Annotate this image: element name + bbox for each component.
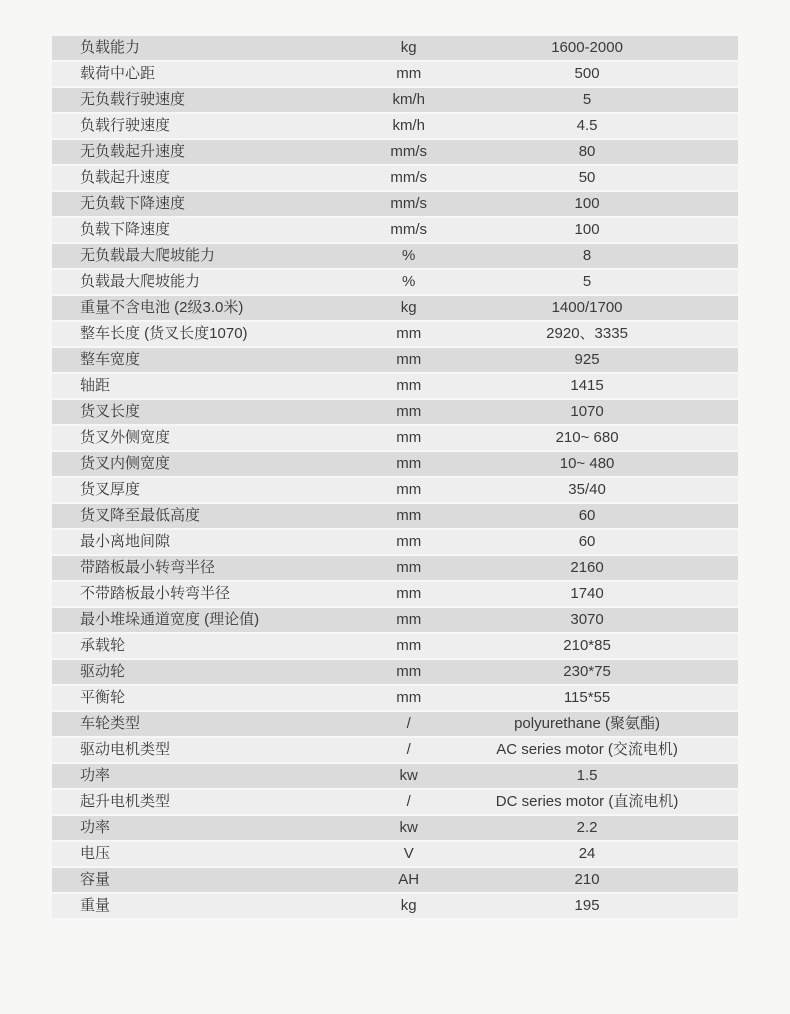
table-row bbox=[52, 62, 738, 86]
parameter-unit: km/h bbox=[392, 117, 425, 134]
parameter-label: 电压 bbox=[80, 845, 111, 862]
parameter-label: 最小堆垛通道宽度 (理论值) bbox=[80, 611, 260, 628]
parameter-value: 100 bbox=[574, 195, 600, 212]
parameter-label: 平衡轮 bbox=[80, 689, 126, 706]
table-row bbox=[52, 192, 738, 216]
table-row bbox=[52, 244, 738, 268]
parameter-label: 整车长度 (货叉长度1070) bbox=[80, 325, 248, 342]
table-row bbox=[52, 556, 738, 580]
parameter-label: 无负载行驶速度 bbox=[80, 91, 186, 108]
parameter-unit: mm bbox=[396, 559, 422, 576]
parameter-value: 1070 bbox=[570, 403, 604, 420]
parameter-label: 功率 bbox=[80, 767, 111, 784]
parameter-unit: mm bbox=[396, 533, 422, 550]
table-row bbox=[52, 478, 738, 502]
parameter-label: 货叉降至最低高度 bbox=[80, 507, 201, 524]
parameter-unit: V bbox=[403, 845, 414, 862]
table-row bbox=[52, 842, 738, 866]
table-row bbox=[52, 374, 738, 398]
parameter-unit: / bbox=[406, 741, 411, 758]
parameter-unit: mm bbox=[396, 377, 422, 394]
parameter-unit: / bbox=[406, 715, 411, 732]
parameter-value: 100 bbox=[574, 221, 600, 238]
table-row bbox=[52, 452, 738, 476]
parameter-unit: mm bbox=[396, 351, 422, 368]
parameter-label: 重量不含电池 (2级3.0米) bbox=[80, 299, 244, 316]
table-row bbox=[52, 426, 738, 450]
parameter-unit: mm bbox=[396, 611, 422, 628]
parameter-label: 无负载最大爬坡能力 bbox=[80, 247, 216, 264]
parameter-unit: mm/s bbox=[390, 143, 428, 160]
parameter-value: 2160 bbox=[570, 559, 604, 576]
parameter-unit: km/h bbox=[392, 91, 425, 108]
parameter-value: 10~ 480 bbox=[559, 455, 615, 472]
table-row bbox=[52, 634, 738, 658]
parameter-unit: mm bbox=[396, 455, 422, 472]
table-row bbox=[52, 36, 738, 60]
parameter-unit: mm/s bbox=[390, 169, 428, 186]
parameter-unit: kg bbox=[400, 299, 417, 316]
table-row bbox=[52, 764, 738, 788]
table-row bbox=[52, 88, 738, 112]
parameter-value: 1415 bbox=[570, 377, 604, 394]
parameter-label: 起升电机类型 bbox=[80, 793, 171, 810]
table-row bbox=[52, 816, 738, 840]
parameter-value: 3070 bbox=[570, 611, 604, 628]
parameter-label: 驱动轮 bbox=[80, 663, 126, 680]
parameter-value: 5 bbox=[582, 91, 592, 108]
parameter-unit: / bbox=[406, 793, 411, 810]
parameter-label: 重量 bbox=[80, 897, 111, 914]
parameter-label: 无负载下降速度 bbox=[80, 195, 186, 212]
parameter-value: 80 bbox=[578, 143, 596, 160]
parameter-label: 负载最大爬坡能力 bbox=[80, 273, 201, 290]
table-row bbox=[52, 270, 738, 294]
table-row bbox=[52, 400, 738, 424]
parameter-unit: kw bbox=[399, 819, 418, 836]
parameter-value: 210*85 bbox=[563, 637, 611, 654]
table-row bbox=[52, 348, 738, 372]
parameter-unit: mm bbox=[396, 481, 422, 498]
parameter-unit: mm bbox=[396, 429, 422, 446]
parameter-value: AC series motor (交流电机) bbox=[496, 741, 678, 758]
table-row bbox=[52, 322, 738, 346]
parameter-value: 1.5 bbox=[576, 767, 598, 784]
parameter-label: 驱动电机类型 bbox=[80, 741, 171, 758]
parameter-value: DC series motor (直流电机) bbox=[495, 793, 679, 810]
parameter-unit: mm bbox=[396, 637, 422, 654]
parameter-unit: mm bbox=[396, 403, 422, 420]
table-row bbox=[52, 660, 738, 684]
parameter-unit: mm bbox=[396, 663, 422, 680]
parameter-label: 货叉厚度 bbox=[80, 481, 141, 498]
parameter-unit: mm bbox=[396, 65, 422, 82]
table-row bbox=[52, 166, 738, 190]
parameter-value: 925 bbox=[574, 351, 600, 368]
table-row bbox=[52, 114, 738, 138]
parameter-label: 负载行驶速度 bbox=[80, 117, 171, 134]
table-row bbox=[52, 140, 738, 164]
parameter-unit: kg bbox=[400, 897, 417, 914]
parameter-unit: kw bbox=[399, 767, 418, 784]
parameter-label: 货叉内侧宽度 bbox=[80, 455, 171, 472]
table-row bbox=[52, 296, 738, 320]
parameter-unit: % bbox=[402, 273, 416, 290]
table-row bbox=[52, 530, 738, 554]
parameter-value: 60 bbox=[578, 507, 596, 524]
table-row bbox=[52, 218, 738, 242]
parameter-unit: mm bbox=[396, 585, 422, 602]
parameter-unit: mm/s bbox=[390, 195, 428, 212]
parameter-value: 195 bbox=[574, 897, 600, 914]
parameter-unit: AH bbox=[398, 871, 420, 888]
parameter-value: polyurethane (聚氨酯) bbox=[514, 715, 660, 732]
parameter-value: 5 bbox=[582, 273, 592, 290]
spec-table bbox=[52, 36, 738, 920]
parameter-value: 115*55 bbox=[563, 689, 611, 706]
parameter-unit: mm bbox=[396, 507, 422, 524]
table-row bbox=[52, 686, 738, 710]
parameter-label: 带踏板最小转弯半径 bbox=[80, 559, 216, 576]
table-row bbox=[52, 894, 738, 918]
parameter-value: 1740 bbox=[570, 585, 604, 602]
parameter-label: 负载下降速度 bbox=[80, 221, 171, 238]
parameter-value: 2.2 bbox=[576, 819, 598, 836]
table-row bbox=[52, 504, 738, 528]
parameter-value: 50 bbox=[578, 169, 596, 186]
parameter-unit: % bbox=[402, 247, 416, 264]
parameter-label: 最小离地间隙 bbox=[80, 533, 171, 550]
parameter-value: 60 bbox=[578, 533, 596, 550]
parameter-label: 容量 bbox=[80, 871, 111, 888]
table-row bbox=[52, 582, 738, 606]
table-row bbox=[52, 712, 738, 736]
parameter-label: 功率 bbox=[80, 819, 111, 836]
parameter-label: 不带踏板最小转弯半径 bbox=[80, 585, 231, 602]
parameter-value: 4.5 bbox=[576, 117, 598, 134]
parameter-label: 货叉外侧宽度 bbox=[80, 429, 171, 446]
table-row bbox=[52, 738, 738, 762]
parameter-label: 轴距 bbox=[80, 377, 111, 394]
parameter-value: 210~ 680 bbox=[555, 429, 619, 446]
parameter-unit: kg bbox=[400, 39, 417, 56]
parameter-label: 承载轮 bbox=[80, 637, 126, 654]
parameter-value: 1400/1700 bbox=[551, 299, 623, 316]
parameter-label: 整车宽度 bbox=[80, 351, 141, 368]
table-row bbox=[52, 608, 738, 632]
parameter-value: 1600-2000 bbox=[551, 39, 623, 56]
parameter-value: 8 bbox=[582, 247, 592, 264]
table-row bbox=[52, 868, 738, 892]
table-row bbox=[52, 790, 738, 814]
parameter-value: 230*75 bbox=[563, 663, 611, 680]
parameter-value: 35/40 bbox=[568, 481, 606, 498]
parameter-label: 无负载起升速度 bbox=[80, 143, 186, 160]
parameter-value: 24 bbox=[578, 845, 596, 862]
parameter-value: 500 bbox=[574, 65, 600, 82]
parameter-label: 负载能力 bbox=[80, 39, 141, 56]
parameter-unit: mm bbox=[396, 689, 422, 706]
parameter-unit: mm bbox=[396, 325, 422, 342]
parameter-label: 载荷中心距 bbox=[80, 65, 156, 82]
parameter-value: 2920、3335 bbox=[546, 325, 628, 342]
parameter-label: 负载起升速度 bbox=[80, 169, 171, 186]
parameter-label: 货叉长度 bbox=[80, 403, 141, 420]
parameter-value: 210 bbox=[574, 871, 600, 888]
parameter-unit: mm/s bbox=[390, 221, 428, 238]
parameter-label: 车轮类型 bbox=[80, 715, 141, 732]
